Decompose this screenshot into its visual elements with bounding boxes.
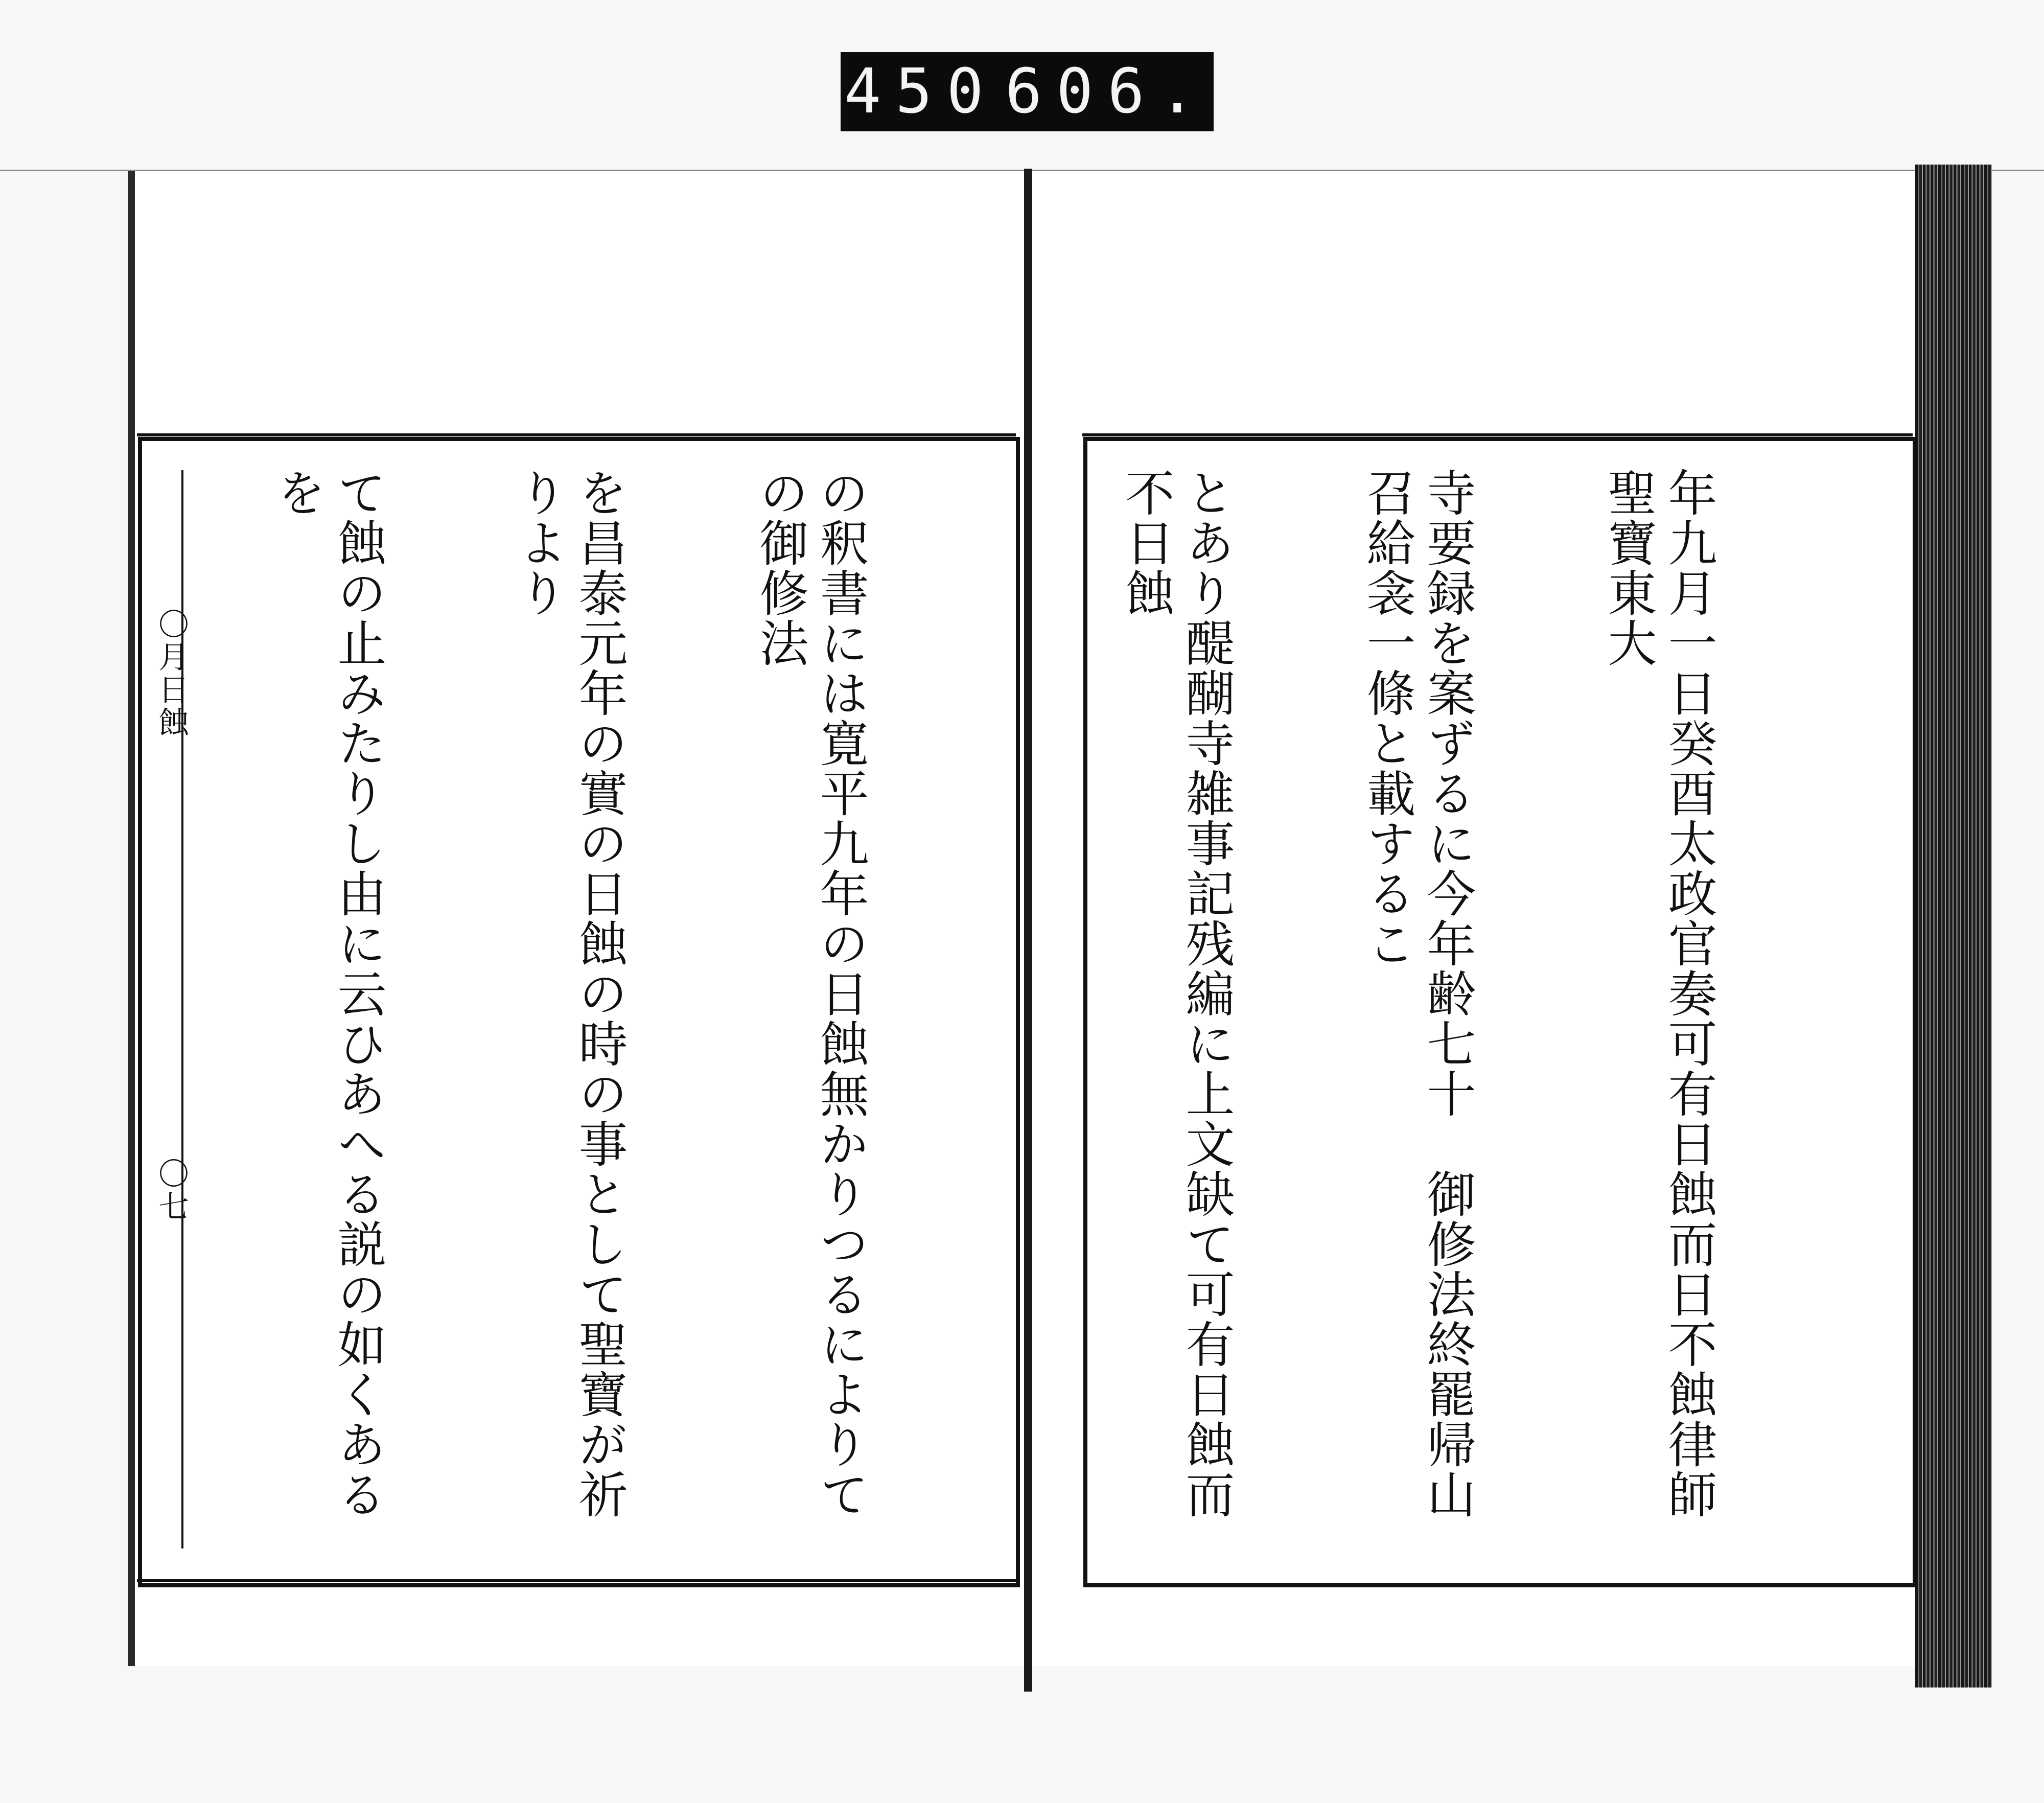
book-gutter <box>1024 169 1032 1692</box>
left-column: て蝕の止みたりし由に云ひあへる説の如くあるを <box>269 468 387 1519</box>
right-column: 寺要録を案ずるに今年齢七十 御修法終罷帰山召給衾一條と載するこ <box>1359 468 1476 1519</box>
right-upper-rule <box>1082 433 1913 436</box>
right-column: とあり醍醐寺雑事記残編に上文缺て可有日蝕而不日蝕 <box>1118 468 1235 1519</box>
left-column: を昌泰元年の實の日蝕の時の事として聖寶が祈りより <box>510 468 628 1519</box>
catalog-number-right: 606. <box>1005 56 1210 127</box>
page-number: 〇七 <box>153 1158 189 1223</box>
page-edge-stack <box>1915 165 1992 1688</box>
left-page-text <box>194 468 991 1556</box>
left-column: の釈書には寛平九年の日蝕無かりつるによりての御修法 <box>752 468 869 1519</box>
section-title: 〇月日蝕 <box>153 608 189 739</box>
catalog-label-plate <box>841 52 1214 131</box>
right-column: 年九月一日癸酉太政官奏可有日蝕而日不蝕律師聖寶東大 <box>1600 468 1717 1519</box>
left-upper-rule <box>137 433 1016 436</box>
right-page-text <box>1099 468 1840 1556</box>
catalog-number-left: 450 <box>844 56 998 127</box>
